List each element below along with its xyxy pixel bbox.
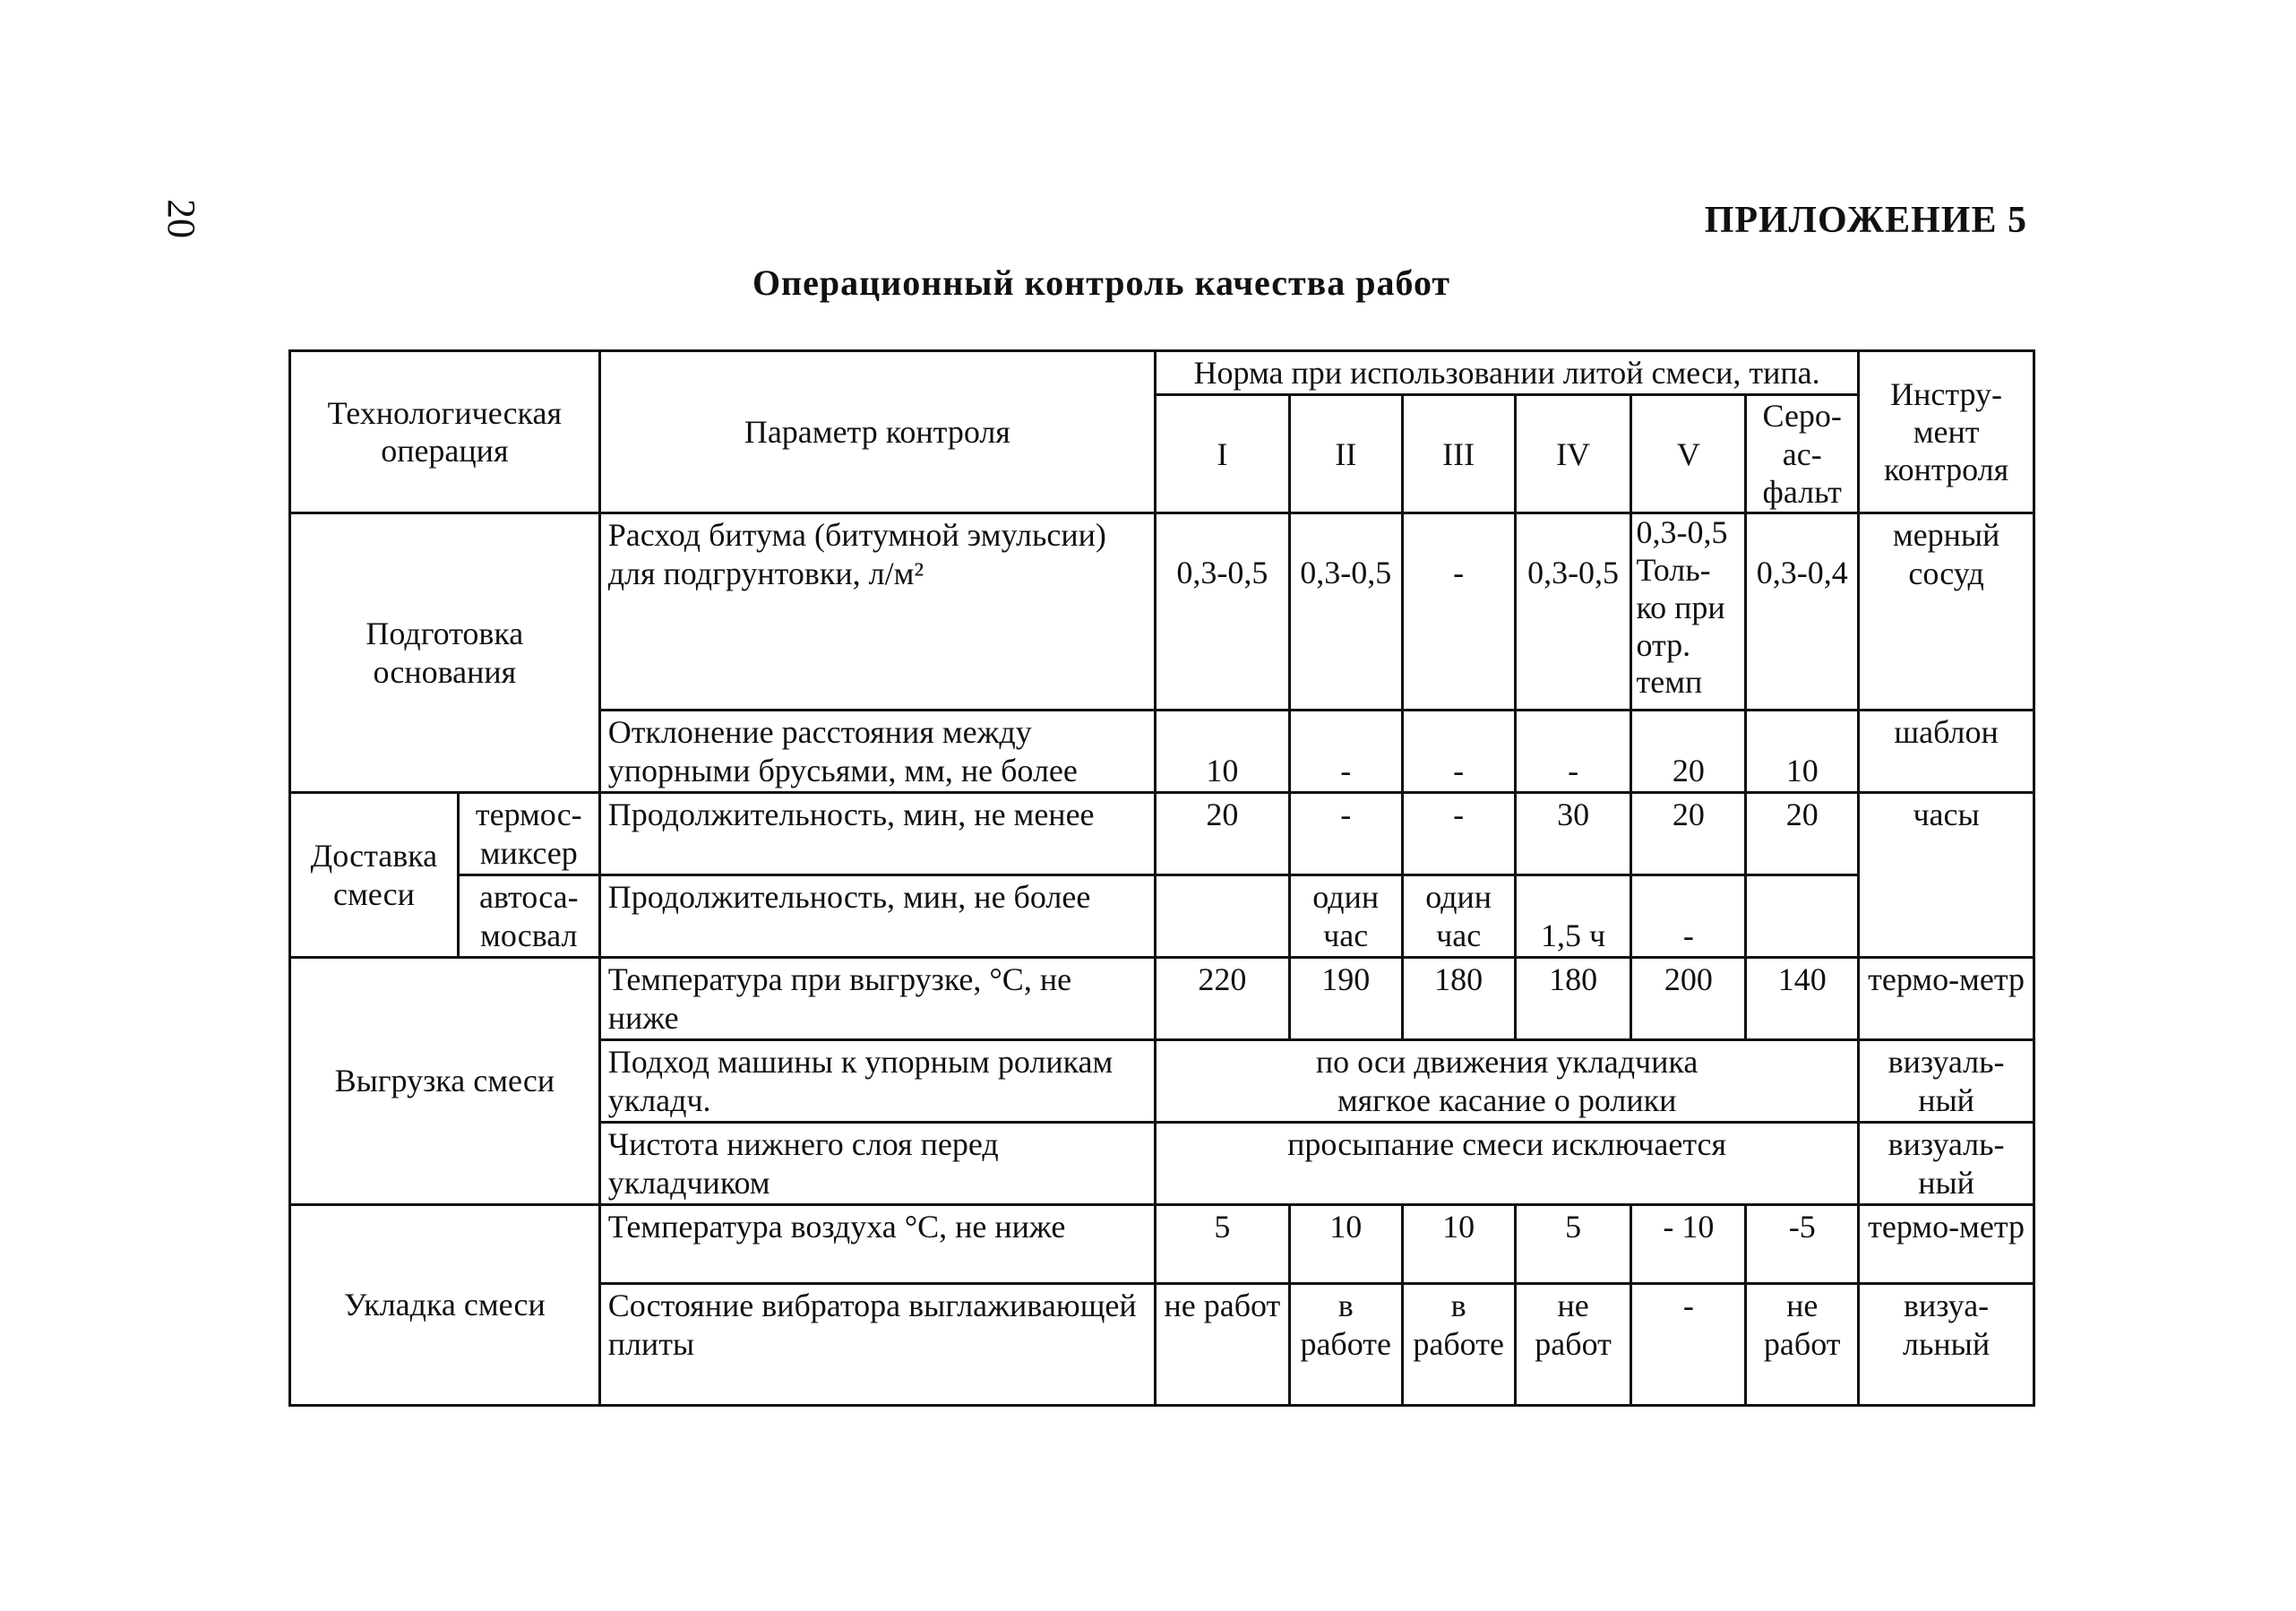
cell-value: 200 (1631, 958, 1746, 1040)
cell-instrument: шаблон (1859, 711, 2034, 793)
cell-value: 20 (1746, 793, 1859, 875)
quality-control-table (288, 349, 2035, 1407)
cell-value: - (1289, 793, 1402, 875)
row-param: Температура воздуха °С, не ниже (599, 1205, 1155, 1284)
section-delivery-sub-dumptruck: автоса-мосвал (458, 875, 599, 958)
cell-value: один час (1402, 875, 1515, 958)
row-param: Температура при выгрузке, °С, не ниже (599, 958, 1155, 1040)
cell-value: 0,3-0,5 (1156, 513, 1290, 711)
row-param: Отклонение расстояния между упорными брусьями, мм, не более (599, 711, 1155, 793)
row-param: Продолжительность, мин, не более (599, 875, 1155, 958)
cell-value: - (1402, 711, 1515, 793)
row-param: Состояние вибратора выглаживающей плиты (599, 1284, 1155, 1406)
cell-value: не работ (1515, 1284, 1631, 1406)
cell-value: 10 (1156, 711, 1290, 793)
cell-value: - (1402, 513, 1515, 711)
section-prep: Подготовка основания (290, 513, 600, 793)
cell-value: в работе (1402, 1284, 1515, 1406)
cell-value: - (1631, 1284, 1746, 1406)
cell-value: -5 (1746, 1205, 1859, 1284)
cell-value: 140 (1746, 958, 1859, 1040)
header-type-1: I (1156, 395, 1290, 513)
cell-merged-value: просыпание смеси исключается (1156, 1123, 1859, 1205)
cell-merged-value: по оси движения укладчика мягкое касание о ролики (1156, 1040, 1859, 1123)
cell-value (1746, 875, 1859, 958)
cell-value (1156, 875, 1290, 958)
cell-value: - 10 (1631, 1205, 1746, 1284)
header-type-asphalt: Серо-ас-фальт (1746, 395, 1859, 513)
cell-value: 5 (1515, 1205, 1631, 1284)
cell-value: не работ (1746, 1284, 1859, 1406)
row-param: Чистота нижнего слоя перед укладчиком (599, 1123, 1155, 1205)
cell-value: - (1289, 711, 1402, 793)
cell-value: 20 (1631, 711, 1746, 793)
cell-value: 0,3-0,5 (1515, 513, 1631, 711)
cell-value: 0,3-0,4 (1746, 513, 1859, 711)
cell-value: 5 (1156, 1205, 1290, 1284)
cell-value: - (1515, 711, 1631, 793)
header-operation: Технологическая операция (290, 351, 600, 513)
header-type-4: IV (1515, 395, 1631, 513)
section-laying: Укладка смеси (290, 1205, 600, 1406)
cell-value: в работе (1289, 1284, 1402, 1406)
cell-value: 10 (1289, 1205, 1402, 1284)
cell-value: 0,3-0,5 (1289, 513, 1402, 711)
cell-instrument: визуа-льный (1859, 1284, 2034, 1406)
cell-value: не работ (1156, 1284, 1290, 1406)
page-number: 20 (159, 199, 203, 238)
cell-value: один час (1289, 875, 1402, 958)
row-param: Продолжительность, мин, не менее (599, 793, 1155, 875)
section-delivery: Доставка смеси (290, 793, 459, 958)
section-delivery-sub-thermomixer: термос-миксер (458, 793, 599, 875)
header-type-3: III (1402, 395, 1515, 513)
cell-value: 1,5 ч (1515, 875, 1631, 958)
document-title: Операционный контроль качества работ (752, 263, 1451, 303)
cell-value: - (1402, 793, 1515, 875)
cell-value: 10 (1746, 711, 1859, 793)
cell-value: 190 (1289, 958, 1402, 1040)
cell-value: - (1631, 875, 1746, 958)
cell-value: 20 (1631, 793, 1746, 875)
cell-value: 20 (1156, 793, 1290, 875)
cell-instrument: термо-метр (1859, 958, 2034, 1040)
cell-value: 180 (1402, 958, 1515, 1040)
cell-instrument: часы (1859, 793, 2034, 958)
header-norm-group: Норма при использовании литой смеси, типа. (1156, 351, 1859, 395)
cell-value: 10 (1402, 1205, 1515, 1284)
cell-instrument: визуаль-ный (1859, 1123, 2034, 1205)
cell-instrument: мерный сосуд (1859, 513, 2034, 711)
row-param: Расход битума (битумной эмульсии) для подгрунтовки, л/м² (599, 513, 1155, 711)
section-unloading: Выгрузка смеси (290, 958, 600, 1205)
appendix-label: ПРИЛОЖЕНИЕ 5 (1704, 200, 2027, 241)
cell-instrument: термо-метр (1859, 1205, 2034, 1284)
cell-value: 0,3-0,5 Толь-ко при отр. темп (1631, 513, 1746, 711)
header-type-5: V (1631, 395, 1746, 513)
header-parameter: Параметр контроля (599, 351, 1155, 513)
header-type-2: II (1289, 395, 1402, 513)
cell-value: 220 (1156, 958, 1290, 1040)
cell-instrument: визуаль-ный (1859, 1040, 2034, 1123)
row-param: Подход машины к упорным роликам укладч. (599, 1040, 1155, 1123)
header-instrument: Инстру-мент контроля (1859, 351, 2034, 513)
cell-value: 30 (1515, 793, 1631, 875)
cell-value: 180 (1515, 958, 1631, 1040)
